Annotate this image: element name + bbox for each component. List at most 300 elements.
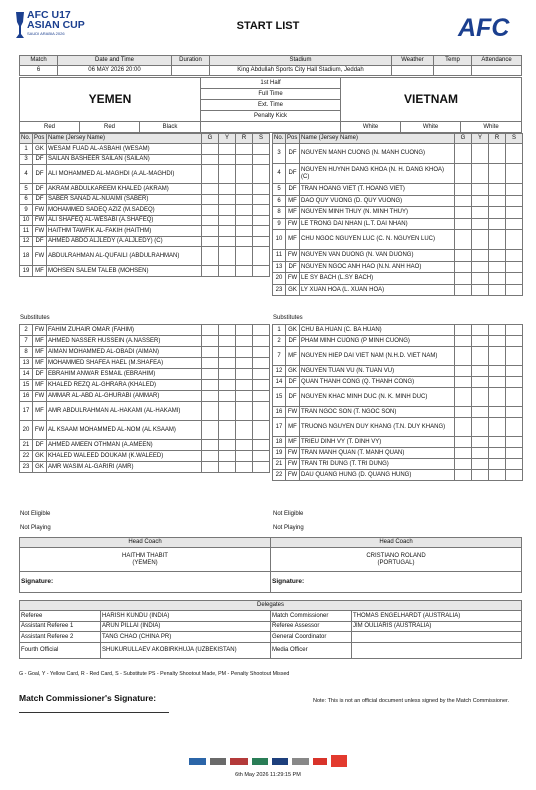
goal-cell xyxy=(202,440,219,451)
red-card-cell xyxy=(489,407,506,418)
away-team-name: VIETNAM xyxy=(341,78,522,122)
red-card-cell xyxy=(236,215,253,226)
player-row xyxy=(273,207,523,219)
player-position: GK xyxy=(33,462,47,473)
red-card-cell xyxy=(236,247,253,266)
player-name: NGUYEN HIEP DAI VIET NAM (N.H.D. VIET NAM) xyxy=(300,347,455,366)
player-position: FW xyxy=(33,325,47,336)
goal-cell xyxy=(202,266,219,277)
home-kit-shorts: Red xyxy=(80,122,140,133)
player-number: 7 xyxy=(273,347,286,366)
player-number: 5 xyxy=(20,184,33,195)
player-number: 22 xyxy=(273,470,286,481)
red-card-cell xyxy=(489,437,506,448)
delegate-role: Assistant Referee 2 xyxy=(20,632,101,643)
col-temp: Temp xyxy=(434,56,472,66)
player-number: 19 xyxy=(273,448,286,459)
sponsor-logos xyxy=(186,752,350,768)
yellow-card-cell xyxy=(219,194,236,205)
away-subs-label: Substitutes xyxy=(273,315,303,321)
delegates-body xyxy=(20,611,522,659)
red-card-cell xyxy=(489,284,506,296)
goal-cell xyxy=(455,347,472,366)
player-row xyxy=(273,325,523,336)
player-name: WESAM FUAD AL-ASBAHI (WESAM) xyxy=(47,144,202,155)
player-row xyxy=(273,418,523,437)
commissioner-signature-line xyxy=(19,705,169,713)
goal-cell xyxy=(455,448,472,459)
goal-cell xyxy=(202,336,219,347)
player-row xyxy=(20,380,270,391)
delegate-name: ARUN PILLAI (INDIA) xyxy=(101,621,271,632)
goal-cell xyxy=(455,437,472,448)
red-card-cell xyxy=(489,347,506,366)
substitute-cell xyxy=(253,194,270,205)
player-number: 18 xyxy=(20,247,33,266)
delegate-role: Fourth Official xyxy=(20,642,101,658)
goal-cell xyxy=(202,236,219,247)
away-coach-country: (PORTUGAL) xyxy=(377,559,415,566)
player-row xyxy=(20,347,270,358)
player-name: AMMAR AL-ABD AL-GHURABI (AMMAR) xyxy=(47,391,202,402)
away-starters-table xyxy=(272,133,523,296)
away-signature[interactable]: Signature: xyxy=(271,572,522,593)
goal-cell xyxy=(202,347,219,358)
player-position: MF xyxy=(286,207,300,219)
player-number: 16 xyxy=(20,391,33,402)
logo-line-3: SAUDI ARABIA 2026 xyxy=(27,31,65,36)
goal-cell xyxy=(455,218,472,230)
player-number: 23 xyxy=(273,284,286,296)
substitute-cell xyxy=(253,226,270,237)
yellow-card-cell xyxy=(472,459,489,470)
substitute-cell xyxy=(506,418,523,437)
away-subs-body xyxy=(273,325,523,481)
delegate-role: Referee Assessor xyxy=(271,621,352,632)
player-row xyxy=(20,184,270,195)
commissioner-signature[interactable] xyxy=(19,692,219,716)
red-card-cell xyxy=(236,226,253,237)
substitute-cell xyxy=(506,325,523,336)
goal-cell xyxy=(202,451,219,462)
yellow-card-cell xyxy=(472,195,489,207)
red-card-cell xyxy=(236,154,253,165)
tournament-logo xyxy=(14,10,86,42)
substitute-cell xyxy=(253,247,270,266)
player-position: FW xyxy=(33,421,47,440)
home-starters-table xyxy=(19,133,270,277)
player-row xyxy=(273,459,523,470)
goal-cell xyxy=(455,407,472,418)
afc-logo-icon xyxy=(456,12,520,40)
player-row xyxy=(273,250,523,262)
player-row xyxy=(20,336,270,347)
yellow-card-cell xyxy=(219,440,236,451)
player-row xyxy=(20,205,270,216)
player-name: SAILAN BASHEER SAILAN (SAILAN) xyxy=(47,154,202,165)
player-row xyxy=(273,336,523,347)
player-position: GK xyxy=(33,451,47,462)
player-row xyxy=(20,451,270,462)
player-position: DF xyxy=(286,184,300,196)
acol-g: G xyxy=(455,134,472,144)
player-name: NGUYEN MANH CUONG (N. MANH CUONG) xyxy=(300,144,455,164)
substitute-cell xyxy=(506,459,523,470)
player-number: 22 xyxy=(20,451,33,462)
player-name: PHAM MINH CUONG (P MINH CUONG) xyxy=(300,336,455,347)
delegate-role: Assistant Referee 1 xyxy=(20,621,101,632)
yellow-card-cell xyxy=(472,250,489,262)
red-card-cell xyxy=(236,462,253,473)
hcol-g: G xyxy=(202,134,219,144)
goal-cell xyxy=(455,273,472,285)
player-position: FW xyxy=(33,391,47,402)
delegate-role: General Coordinator xyxy=(271,632,352,643)
goal-cell xyxy=(455,261,472,273)
player-position: FW xyxy=(33,247,47,266)
player-name: TRAN NGOC SON (T. NGOC SON) xyxy=(300,407,455,418)
yellow-card-cell xyxy=(472,273,489,285)
player-position: MF xyxy=(286,418,300,437)
delegate-role: Referee xyxy=(20,611,101,622)
player-position: DF xyxy=(33,194,47,205)
red-card-cell xyxy=(489,448,506,459)
yellow-card-cell xyxy=(219,325,236,336)
player-number: 10 xyxy=(20,215,33,226)
yellow-card-cell xyxy=(219,358,236,369)
substitute-cell xyxy=(253,440,270,451)
goal-cell xyxy=(455,207,472,219)
goal-cell xyxy=(202,391,219,402)
player-row xyxy=(273,195,523,207)
yellow-card-cell xyxy=(472,230,489,250)
player-name: ALI MOHAMMED AL-MAGHDI (A.AL-MAGHDI) xyxy=(47,165,202,184)
home-coach-label: Head Coach xyxy=(20,538,271,548)
acol-name: Name (Jersey Name) xyxy=(300,134,455,144)
player-name: AHMED AMEEN OTHMAN (A.AMEEN) xyxy=(47,440,202,451)
red-card-cell xyxy=(489,195,506,207)
goal-cell xyxy=(455,325,472,336)
player-name: LE TRONG DAI NHAN (L.T. DAI NHAN) xyxy=(300,218,455,230)
delegate-row xyxy=(20,642,522,658)
home-kit-socks: Black xyxy=(140,122,201,133)
player-name: MOHAMMED SHAFEA HAEL (M.SHAFEA) xyxy=(47,358,202,369)
yellow-card-cell xyxy=(219,402,236,421)
away-kit-socks: White xyxy=(461,122,522,133)
player-name: TRAN MANH QUAN (T. MANH QUAN) xyxy=(300,448,455,459)
afc-logo xyxy=(456,12,520,40)
substitute-cell xyxy=(506,144,523,164)
goal-cell xyxy=(202,402,219,421)
substitute-cell xyxy=(253,380,270,391)
goal-cell xyxy=(202,369,219,380)
player-number: 3 xyxy=(20,154,33,165)
player-position: DF xyxy=(286,377,300,388)
substitute-cell xyxy=(253,165,270,184)
substitute-cell xyxy=(253,144,270,155)
yellow-card-cell xyxy=(219,266,236,277)
goal-cell xyxy=(455,164,472,184)
player-name: AMR WASIM AL-GARIRI (AMR) xyxy=(47,462,202,473)
yellow-card-cell xyxy=(219,205,236,216)
goal-cell xyxy=(202,194,219,205)
player-number: 15 xyxy=(20,380,33,391)
yellow-card-cell xyxy=(472,347,489,366)
player-number: 6 xyxy=(20,194,33,205)
delegates-title: Delegates xyxy=(20,601,522,611)
yellow-card-cell xyxy=(472,261,489,273)
red-card-cell xyxy=(489,184,506,196)
period-full-time: Full Time xyxy=(201,89,341,100)
player-position: DF xyxy=(33,440,47,451)
player-name: DAU QUANG HUNG (D. QUANG HUNG) xyxy=(300,470,455,481)
yellow-card-cell xyxy=(219,347,236,358)
sponsor-logos-icon xyxy=(186,752,350,768)
period-penalty: Penalty Kick xyxy=(201,111,341,122)
teams-table xyxy=(19,77,522,133)
home-signature[interactable]: Signature: xyxy=(20,572,271,593)
red-card-cell xyxy=(236,165,253,184)
yellow-card-cell xyxy=(219,184,236,195)
yellow-card-cell xyxy=(219,421,236,440)
player-number: 1 xyxy=(273,325,286,336)
goal-cell xyxy=(455,284,472,296)
player-number: 8 xyxy=(273,207,286,219)
player-position: MF xyxy=(33,402,47,421)
substitute-cell xyxy=(253,451,270,462)
player-row xyxy=(20,236,270,247)
yellow-card-cell xyxy=(219,391,236,402)
player-number: 18 xyxy=(273,437,286,448)
goal-cell xyxy=(202,215,219,226)
red-card-cell xyxy=(236,451,253,462)
player-row xyxy=(20,421,270,440)
home-not-playing: Not Playing xyxy=(20,525,51,531)
player-position: GK xyxy=(286,325,300,336)
col-date: Date and Time xyxy=(58,56,172,66)
substitute-cell xyxy=(506,377,523,388)
yellow-card-cell xyxy=(219,336,236,347)
yellow-card-cell xyxy=(472,284,489,296)
goal-cell xyxy=(202,421,219,440)
substitute-cell xyxy=(253,236,270,247)
player-name: ABDULRAHMAN AL-QUFAILI (ABDULRAHMAN) xyxy=(47,247,202,266)
match-temp xyxy=(434,66,472,76)
substitute-cell xyxy=(506,250,523,262)
player-position: DF xyxy=(33,236,47,247)
player-position: DF xyxy=(33,369,47,380)
player-name: MOHSEN SALEM TALEB (MOHSEN) xyxy=(47,266,202,277)
substitute-cell xyxy=(253,215,270,226)
red-card-cell xyxy=(236,205,253,216)
goal-cell xyxy=(202,325,219,336)
player-position: FW xyxy=(33,226,47,237)
yellow-card-cell xyxy=(219,215,236,226)
away-starters-body xyxy=(273,144,523,296)
player-position: FW xyxy=(286,470,300,481)
away-coach-cell xyxy=(271,548,522,572)
player-number: 1 xyxy=(20,144,33,155)
player-name: EBRAHIM ANWAR ESMAIL (EBRAHIM) xyxy=(47,369,202,380)
player-position: FW xyxy=(33,205,47,216)
yellow-card-cell xyxy=(472,207,489,219)
red-card-cell xyxy=(236,184,253,195)
player-row xyxy=(20,144,270,155)
player-row xyxy=(20,325,270,336)
home-subs-label: Substitutes xyxy=(20,315,50,321)
player-number: 21 xyxy=(273,459,286,470)
away-not-eligible: Not Eligible xyxy=(273,511,304,517)
delegate-name xyxy=(352,642,522,658)
delegate-name: TANG CHAO (CHINA PR) xyxy=(101,632,271,643)
trophy-icon xyxy=(14,10,26,40)
player-name: TRUONG NGUYEN DUY KHANG (T.N. DUY KHANG) xyxy=(300,418,455,437)
goal-cell xyxy=(202,358,219,369)
player-position: GK xyxy=(286,284,300,296)
substitute-cell xyxy=(253,421,270,440)
substitute-cell xyxy=(506,437,523,448)
red-card-cell xyxy=(489,377,506,388)
player-position: DF xyxy=(33,165,47,184)
player-number: 10 xyxy=(273,230,286,250)
player-number: 16 xyxy=(273,407,286,418)
goal-cell xyxy=(455,230,472,250)
period-1st-half: 1st Half xyxy=(201,78,341,89)
period-ext-time: Ext. Time xyxy=(201,100,341,111)
yellow-card-cell xyxy=(219,236,236,247)
delegates-table xyxy=(19,600,522,659)
player-name: HAITHM TAWFIK AL-FAKIH (HAITHM) xyxy=(47,226,202,237)
away-subs-table xyxy=(272,324,523,481)
substitute-cell xyxy=(506,261,523,273)
substitute-cell xyxy=(506,407,523,418)
red-card-cell xyxy=(236,421,253,440)
player-row xyxy=(273,437,523,448)
home-kit-shirt: Red xyxy=(20,122,80,133)
home-team-name: YEMEN xyxy=(20,78,201,122)
player-row xyxy=(20,358,270,369)
player-row xyxy=(273,366,523,377)
player-row xyxy=(20,226,270,237)
player-number: 14 xyxy=(20,369,33,380)
red-card-cell xyxy=(489,388,506,407)
player-name: NGUYEN NGOC ANH HAO (N.N. ANH HAO) xyxy=(300,261,455,273)
player-number: 15 xyxy=(273,388,286,407)
player-name: LE SY BACH (L.SY BACH) xyxy=(300,273,455,285)
substitute-cell xyxy=(253,462,270,473)
substitute-cell xyxy=(253,184,270,195)
delegate-row xyxy=(20,621,522,632)
player-number: 20 xyxy=(273,273,286,285)
col-stadium: Stadium xyxy=(210,56,392,66)
red-card-cell xyxy=(236,358,253,369)
player-row xyxy=(273,261,523,273)
delegate-name: HARISH KUNDU (INDIA) xyxy=(101,611,271,622)
substitute-cell xyxy=(253,336,270,347)
player-position: DF xyxy=(33,154,47,165)
red-card-cell xyxy=(489,230,506,250)
player-position: FW xyxy=(286,250,300,262)
yellow-card-cell xyxy=(472,470,489,481)
player-row xyxy=(273,388,523,407)
yellow-card-cell xyxy=(472,218,489,230)
goal-cell xyxy=(202,144,219,155)
player-row xyxy=(273,184,523,196)
player-name: TRAN TRI DUNG (T. TRI DUNG) xyxy=(300,459,455,470)
goal-cell xyxy=(455,459,472,470)
hcol-no: No. xyxy=(20,134,33,144)
substitute-cell xyxy=(506,164,523,184)
red-card-cell xyxy=(489,366,506,377)
player-number: 4 xyxy=(273,164,286,184)
substitute-cell xyxy=(253,402,270,421)
yellow-card-cell xyxy=(472,184,489,196)
match-info-table xyxy=(19,55,522,76)
logo-line-1: AFC U17 xyxy=(27,9,71,21)
red-card-cell xyxy=(489,470,506,481)
player-number: 21 xyxy=(20,440,33,451)
red-card-cell xyxy=(236,347,253,358)
player-position: FW xyxy=(286,407,300,418)
player-number: 7 xyxy=(20,336,33,347)
delegate-row xyxy=(20,632,522,643)
footer-timestamp: 6th May 2026 11:29:15 PM xyxy=(235,772,301,778)
disclaimer-note: Note: This is not an official document unless signed by the Match Commissioner. xyxy=(313,698,510,704)
away-coach-name: CRISTIANO ROLAND xyxy=(366,553,426,560)
player-position: GK xyxy=(286,366,300,377)
goal-cell xyxy=(202,247,219,266)
player-row xyxy=(20,402,270,421)
red-card-cell xyxy=(489,207,506,219)
player-name: KHALED REZQ AL-GHRARA (KHALED) xyxy=(47,380,202,391)
player-position: MF xyxy=(33,358,47,369)
substitute-cell xyxy=(506,273,523,285)
red-card-cell xyxy=(236,325,253,336)
goal-cell xyxy=(202,154,219,165)
home-subs-body xyxy=(20,325,270,473)
red-card-cell xyxy=(236,144,253,155)
match-attendance xyxy=(472,66,522,76)
goal-cell xyxy=(202,462,219,473)
yellow-card-cell xyxy=(219,165,236,184)
player-row xyxy=(273,144,523,164)
player-name: CHU NGOC NGUYEN LUC (C. N. NGUYEN LUC) xyxy=(300,230,455,250)
player-number: 12 xyxy=(273,366,286,377)
goal-cell xyxy=(202,380,219,391)
red-card-cell xyxy=(489,336,506,347)
player-name: SABER SANAD AL-NUAIMI (SABER) xyxy=(47,194,202,205)
red-card-cell xyxy=(489,325,506,336)
match-duration xyxy=(172,66,210,76)
player-row xyxy=(20,440,270,451)
player-row xyxy=(20,154,270,165)
goal-cell xyxy=(455,195,472,207)
red-card-cell xyxy=(236,380,253,391)
player-name: AMR ABDULRAHMAN AL-HAKAMI (AL-HAKAMI) xyxy=(47,402,202,421)
player-position: MF xyxy=(33,380,47,391)
red-card-cell xyxy=(236,266,253,277)
delegate-name: SHUKURULLAEV AKOBIRKHUJA (UZBEKISTAN) xyxy=(101,642,271,658)
substitute-cell xyxy=(253,154,270,165)
substitute-cell xyxy=(253,347,270,358)
player-name: MOHAMMED SADEQ AZIZ (M.SADEQ) xyxy=(47,205,202,216)
player-name: CHU BA HUAN (C. BA HUAN) xyxy=(300,325,455,336)
delegate-role: Media Officer xyxy=(271,642,352,658)
player-name: ALI SHAFEQ AL-WESABI (A.SHAFEQ) xyxy=(47,215,202,226)
player-position: MF xyxy=(286,195,300,207)
yellow-card-cell xyxy=(472,448,489,459)
player-row xyxy=(273,347,523,366)
